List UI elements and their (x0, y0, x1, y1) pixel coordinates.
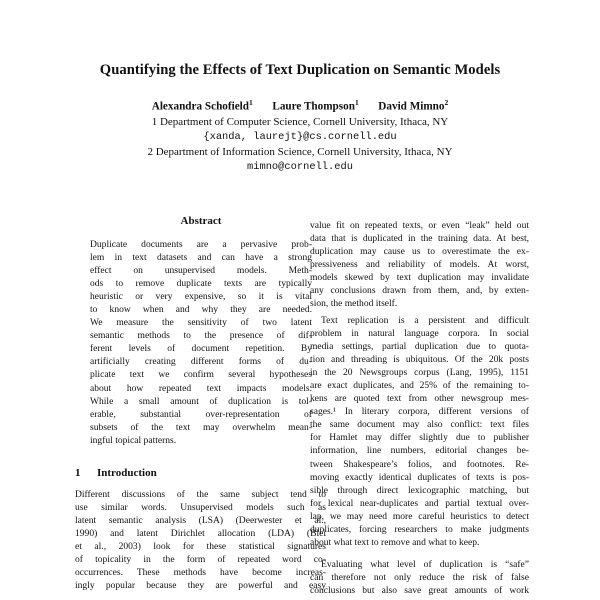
body-line: the same document may also conflict: text files (310, 419, 529, 431)
body-line: sages.¹ In literary corpora, different versions of (310, 406, 529, 418)
paper-title: Quantifying the Effects of Text Duplication on Semantic Models (99, 62, 501, 78)
body-line: can therefore not only reduce the risk of false (310, 572, 529, 584)
body-line: data that is duplicated in the training data. At best, (310, 233, 529, 245)
abstract-line: semantic methods to the presence of dif- (90, 330, 312, 342)
author-list (0, 98, 600, 113)
abstract-line: ferent levels of document repetition. By (90, 343, 312, 355)
body-line: any conclusions drawn from them, and, by exten- (310, 285, 529, 297)
body-line: are exact duplicates, and 25% of the remaining to- (310, 380, 529, 392)
abstract-line: ingful topical patterns. (90, 434, 177, 446)
body-line: tion and threading is ubiquitous. Of the 20k posts (310, 354, 529, 366)
body-line: sible through direct lexicographic matching, but (310, 484, 529, 496)
body-line: information, line numbers, editorial changes be- (310, 445, 529, 457)
body-line: media settings, partial duplication due to quota- (310, 341, 529, 353)
abstract-line: lem in text datasets and can have a strong (90, 252, 312, 264)
abstract-heading: Abstract (180, 215, 222, 227)
body-line: tween Shakespeare’s folios, and footnotes. Re- (310, 458, 529, 470)
abstract-line: about how repeated text impacts models. (90, 382, 312, 394)
intro-line: 1990) and latent Dirichlet allocation (LDA) (Blei (75, 528, 326, 540)
body-line: moving exactly identical duplicates of texts is pos- (310, 471, 529, 483)
affiliation-1: 1 Department of Computer Science, Cornell University, Ithaca, NY (151, 116, 449, 128)
section-heading (75, 467, 157, 479)
body-line: for lexical near-duplicates and partial textual over- (310, 497, 529, 509)
body-line: Evaluating what level of duplication is “safe” (321, 559, 529, 570)
body-line: sion, the method itself. (310, 298, 398, 310)
right-column-para-2 (310, 314, 529, 549)
section-number: 1 (75, 467, 81, 479)
abstract-line: While a small amount of duplication is tol- (90, 395, 312, 407)
abstract-body (90, 238, 312, 447)
intro-line: et al., 2003) look for these statistical signatures (75, 541, 326, 553)
body-line: for Hamlet may differ slightly due to publisher (310, 432, 529, 444)
body-line: kens are quoted text from other newsgroup mes- (310, 393, 529, 405)
intro-line: latent semantic analysis (LSA) (Deerwester et al., (75, 515, 326, 527)
author-affiliation-marker: 1 (249, 98, 253, 107)
body-line: lap, we may need more careful heuristics to detect (310, 510, 529, 522)
author-name: Alexandra Schofield (151, 100, 250, 113)
author-name: Laure Thompson (272, 100, 355, 113)
body-line: in the 20 Newsgroups corpus (Lang, 1995), 1151 (310, 367, 529, 379)
body-line: Text replication is a persistent and difficult (321, 315, 529, 326)
abstract-line: artificially creating different forms of du- (90, 356, 312, 368)
intro-line: Different discussions of the same subject tend to (75, 489, 326, 500)
section-title: Introduction (97, 467, 157, 479)
author-affiliation-marker: 2 (444, 98, 449, 107)
intro-line: of topicality in the form of repeated word co- (75, 554, 326, 566)
body-line: models skewed by text duplication may invalidate (310, 272, 529, 284)
body-line: duplicates, forcing researchers to make judgments (310, 523, 529, 535)
right-column-para-1 (310, 219, 529, 310)
affiliation-2: 2 Department of Information Science, Cornell University, Ithaca, NY (147, 146, 453, 158)
abstract-line: effect on unsupervised models. Meth- (90, 265, 312, 277)
abstract-line: to know when and why they are needed. (90, 304, 312, 316)
abstract-line: heuristic or very expensive, so it is vital (90, 291, 312, 303)
abstract-line: ods to remove duplicate texts are typically (90, 278, 312, 290)
author-affiliation-marker: 1 (354, 98, 359, 107)
intro-line: use similar words. Unsupervised models such as (75, 502, 326, 514)
abstract-line: erable, substantial over-representation of (90, 408, 312, 420)
abstract-line: plicate text we confirm several hypotheses (90, 369, 312, 381)
body-line: problem in natural language corpora. In social (310, 328, 529, 340)
body-line: about what text to remove and what to keep. (310, 536, 480, 548)
abstract-line: We measure the sensitivity of two latent (90, 317, 312, 329)
intro-line: ingly popular because they are powerful and easy (75, 580, 326, 592)
abstract-line: subsets of the text may overwhelm mean- (90, 421, 312, 433)
intro-line: occurrences. These methods have become increas- (75, 567, 326, 579)
body-line: value fit on repeated texts, or even “leak” held out (310, 220, 529, 231)
email-1: {xanda, laurejt}@cs.cornell.edu (203, 131, 397, 143)
abstract-line: Duplicate documents are a pervasive prob- (90, 239, 312, 250)
body-line: conclusions but also save great amounts of work (310, 585, 529, 597)
body-line: duplication may cause us to overestimate the ex- (310, 246, 529, 258)
introduction-body (75, 488, 326, 592)
author-name: David Mimno (378, 100, 445, 113)
email-2: mimno@cornell.edu (246, 161, 353, 173)
right-column-para-3 (310, 558, 529, 597)
body-line: pressiveness and reliability of models. At worst, (310, 259, 529, 271)
